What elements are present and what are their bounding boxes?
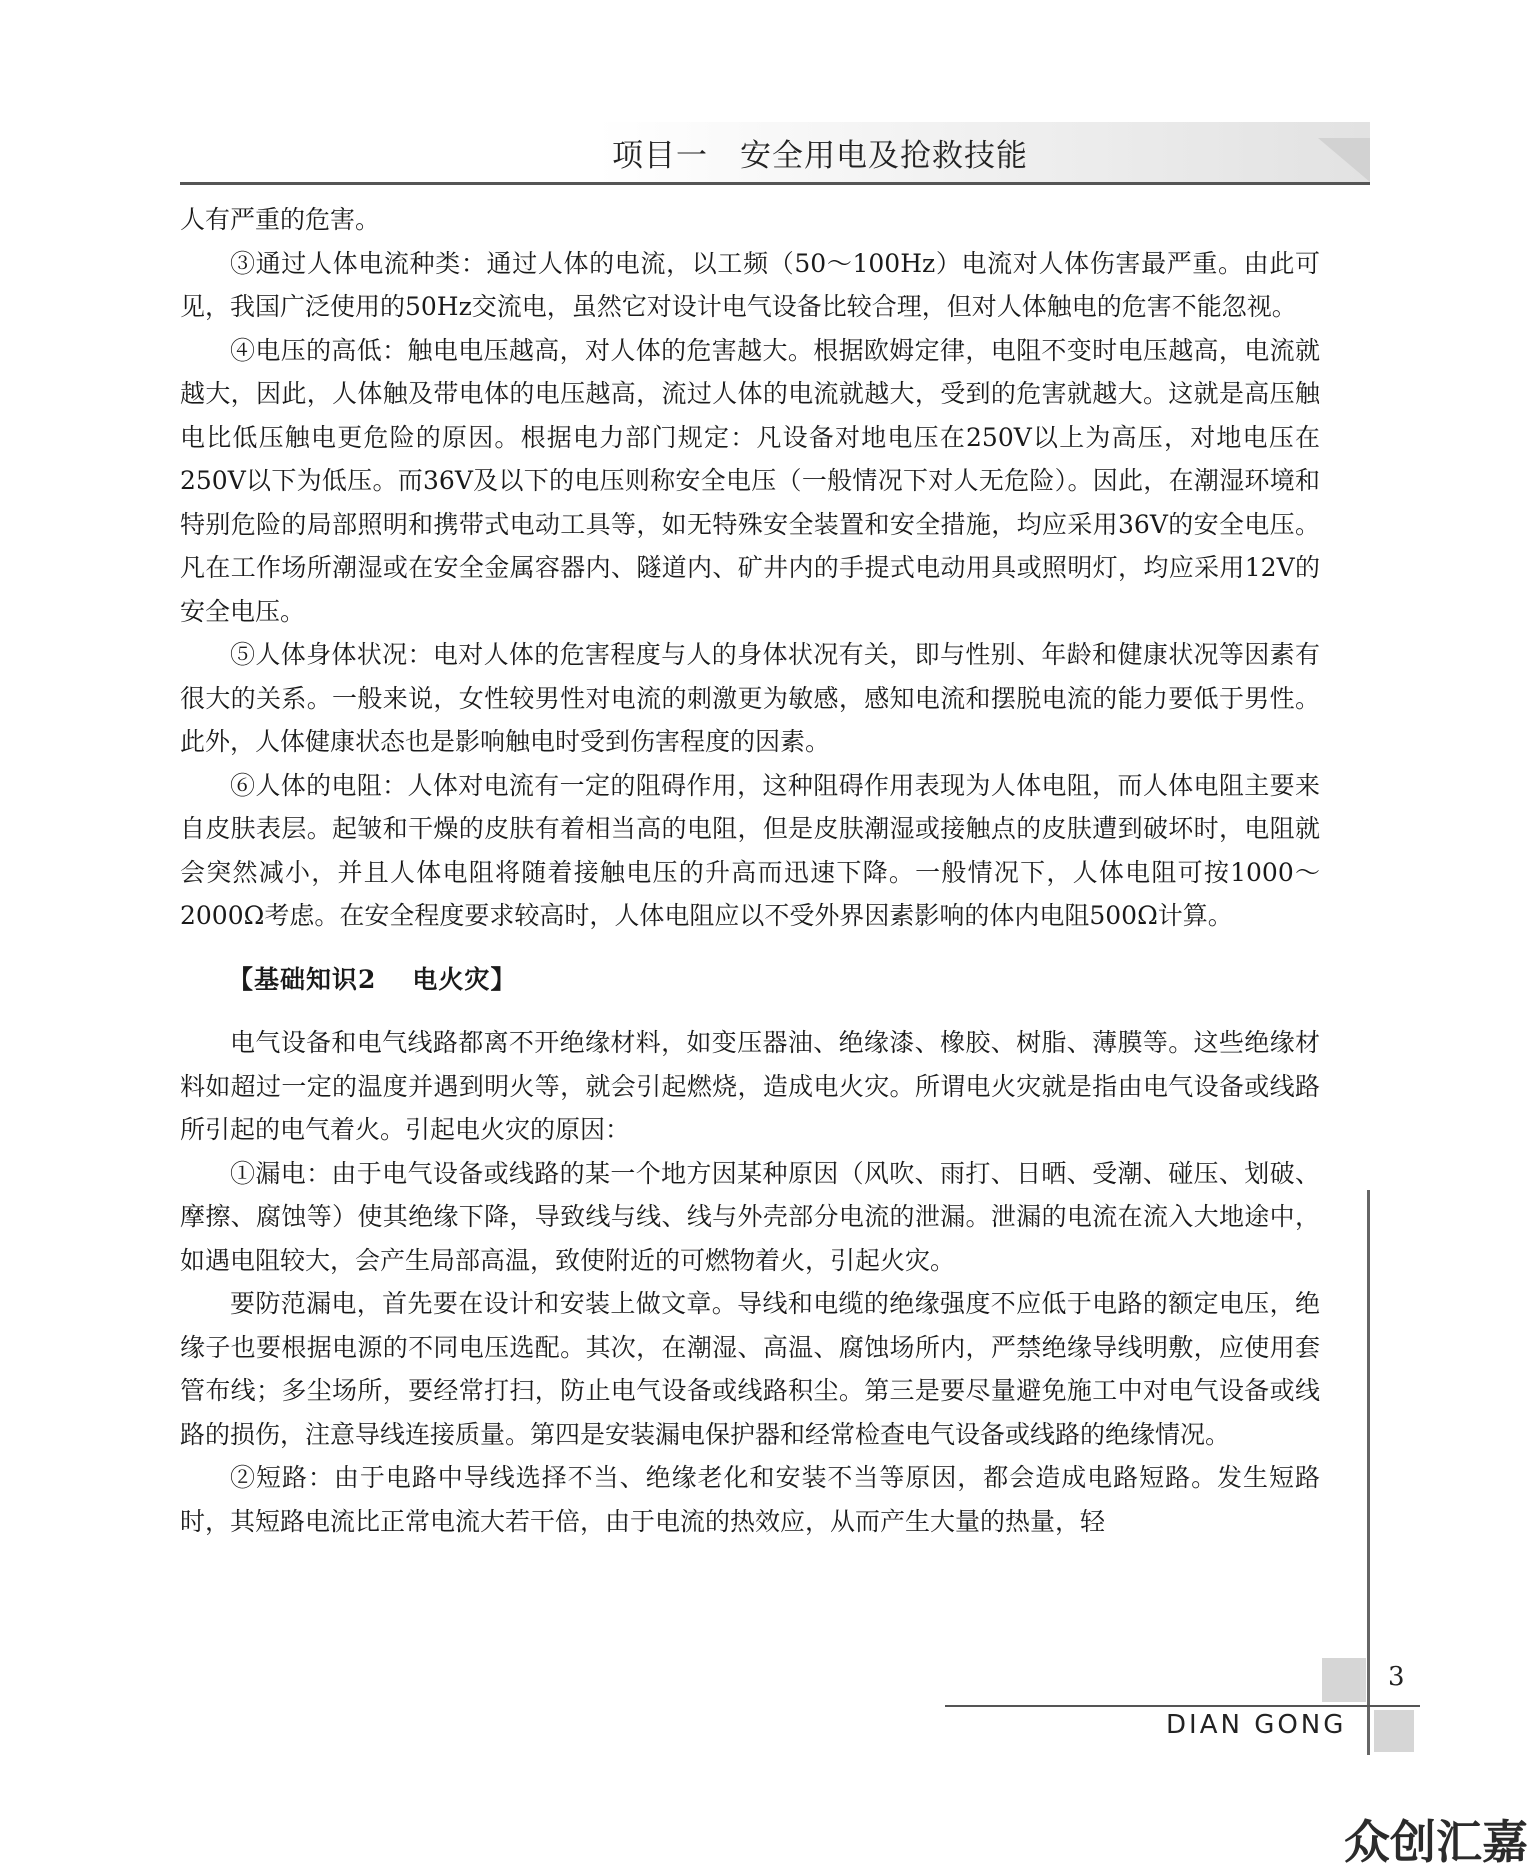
footer-square-decoration bbox=[1322, 1658, 1366, 1702]
heading-bracket-close: 】 bbox=[490, 964, 517, 994]
footer-square-decoration bbox=[1374, 1710, 1414, 1752]
paragraph: 电气设备和电气线路都离不开绝缘材料，如变压器油、绝缘漆、橡胶、树脂、薄膜等。这些绝缘材料如超过一定的温度并遇到明火等，就会引起燃烧，造成电火灾。所谓电火灾就是指由电气设备或线路所引起的电气着火。引起电火灾的原因： bbox=[180, 1028, 1320, 1144]
paragraph: 人有严重的危害。 bbox=[180, 205, 381, 234]
heading-title: 电火灾 bbox=[412, 964, 491, 994]
page-header-title: 项目一 安全用电及抢救技能 bbox=[612, 138, 1028, 174]
paragraph: ②短路：由于电路中导线选择不当、绝缘老化和安装不当等原因，都会造成电路短路。发生短路时，其短路电流比正常电流大若干倍，由于电流的热效应，从而产生大量的热量，轻 bbox=[180, 1463, 1320, 1536]
header-fold-decoration bbox=[1318, 138, 1370, 182]
header-rule bbox=[180, 182, 1370, 185]
watermark: 众创汇嘉 bbox=[1344, 1815, 1528, 1869]
footer-horizontal-rule bbox=[945, 1705, 1420, 1707]
heading-bracket-open: 【 bbox=[228, 964, 255, 994]
section-heading bbox=[180, 958, 1320, 1002]
paragraph: ③通过人体电流种类：通过人体的电流，以工频（50～100Hz）电流对人体伤害最严重。由此可见，我国广泛使用的50Hz交流电，虽然它对设计电气设备比较合理，但对人体触电的危害不能忽视。 bbox=[180, 248, 1320, 321]
paragraph: ④电压的高低：触电电压越高，对人体的危害越大。根据欧姆定律，电阻不变时电压越高，电流就越大，因此，人体触及带电体的电压越高，流过人体的电流就越大，受到的危害就越大。这就是高压触电比低压触电更危险的原因。根据电力部门规定：凡设备对地电压在250V以上为高压，对地电压在250V以下为低压。而36V及以下的电压则称安全电压（一般情况下对人无危险）。因此，在潮湿环境和特别危险的局部照明和携带式电动工具等，如无特殊安全装置和安全措施，均应采用36V的安全电压。凡在工作场所潮湿或在安全金属容器内、隧道内、矿井内的手提式电动用具或照明灯，均应采用12V的安全电压。 bbox=[180, 335, 1320, 626]
paragraph: ⑥人体的电阻：人体对电流有一定的阻碍作用，这种阻碍作用表现为人体电阻，而人体电阻主要来自皮肤表层。起皱和干燥的皮肤有着相当高的电阻，但是皮肤潮湿或接触点的皮肤遭到破坏时，电阻就会突然减小，并且人体电阻将随着接触电压的升高而迅速下降。一般情况下，人体电阻可按1000～2000Ω考虑。在安全程度要求较高时，人体电阻应以不受外界因素影响的体内电阻500Ω计算。 bbox=[180, 770, 1320, 930]
footer-brand: DIAN GONG bbox=[1166, 1710, 1347, 1740]
body-text bbox=[180, 198, 1320, 1543]
paragraph: ⑤人体身体状况：电对人体的危害程度与人的身体状况有关，即与性别、年龄和健康状况等因素有很大的关系。一般来说，女性较男性对电流的刺激更为敏感，感知电流和摆脱电流的能力要低于男性。此外，人体健康状态也是影响触电时受到伤害程度的因素。 bbox=[180, 640, 1320, 756]
footer-vertical-rule bbox=[1367, 1190, 1370, 1755]
paragraph: 要防范漏电，首先要在设计和安装上做文章。导线和电缆的绝缘强度不应低于电路的额定电压，绝缘子也要根据电源的不同电压选配。其次，在潮湿、高温、腐蚀场所内，严禁绝缘导线明敷，应使用套管布线；多尘场所，要经常打扫，防止电气设备或线路积尘。第三是要尽量避免施工中对电气设备或线路的损伤，注意导线连接质量。第四是安装漏电保护器和经常检查电气设备或线路的绝缘情况。 bbox=[180, 1289, 1320, 1449]
paragraph: ①漏电：由于电气设备或线路的某一个地方因某种原因（风吹、雨打、日晒、受潮、碰压、划破、摩擦、腐蚀等）使其绝缘下降，导致线与线、线与外壳部分电流的泄漏。泄漏的电流在流入大地途中，如遇电阻较大，会产生局部高温，致使附近的可燃物着火，引起火灾。 bbox=[180, 1158, 1320, 1275]
page-number: 3 bbox=[1388, 1662, 1405, 1692]
heading-label: 基础知识2 bbox=[254, 964, 377, 994]
